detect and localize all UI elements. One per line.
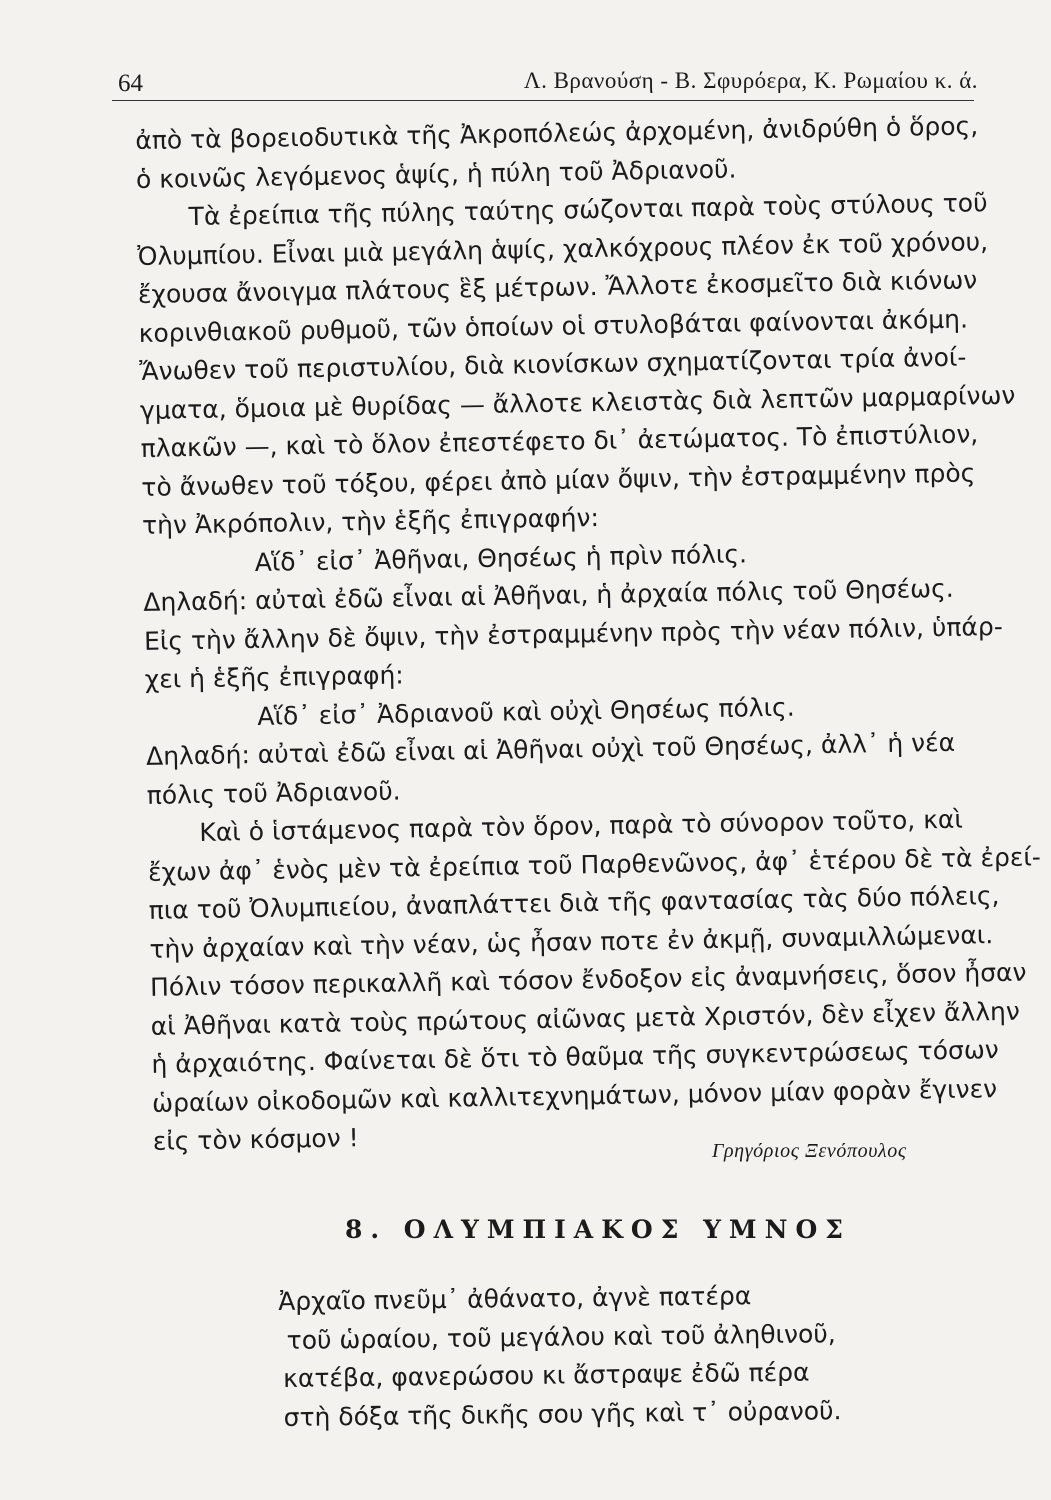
poem-line: στὴ δόξα τῆς δικῆς σου γῆς καὶ τ᾽ οὐρανοῦ.	[283, 1395, 842, 1432]
text-line: ὁ κοινῶς λεγόμενος ἁψίς, ἡ πύλη τοῦ Ἀδριανοῦ.	[135, 154, 737, 194]
text-line: χει ἡ ἑξῆς ἐπιγραφή:	[144, 660, 404, 694]
text-line: πλακῶν —, καὶ τὸ ὅλον ἐπεστέφετο δι᾽ ἀετώματος. Τὸ ἐπιστύλιον,	[140, 419, 979, 463]
header-rule	[112, 100, 974, 101]
text-line: Εἰς τὴν ἄλλην δὲ ὄψιν, τὴν ἐστραμμένην πρὸς τὴν νέαν πόλιν, ὑπάρ-	[143, 611, 1004, 656]
page-number: 64	[118, 70, 143, 97]
poem-line: τοῦ ὡραίου, τοῦ μεγάλου καὶ τοῦ ἀληθινοῦ,	[286, 1318, 836, 1355]
text-line: πια τοῦ Ὀλυμπιείου, ἀναπλάττει διὰ τῆς φαντασίας τὰς δύο πόλεις,	[148, 881, 1000, 925]
paragraph-1	[135, 107, 981, 199]
poem	[278, 1275, 920, 1437]
text-line: ἡ ἀρχαιότης. Φαίνεται δὲ ὅτι τὸ θαῦμα τῆς συγκεντρώσεως τόσων	[151, 1035, 999, 1079]
text-line: εἰς τὸν κόσμον !	[152, 1123, 359, 1156]
body-text	[135, 107, 1042, 1161]
poem-line: κατέβα, φανερώσου κι ἄστραψε ἐδῶ πέρα	[282, 1357, 810, 1393]
text-line: τὴν ἀρχαίαν καὶ τὴν νέαν, ὡς ἦσαν ποτε ἐν ἀκμῇ, συναμιλλώμεναι.	[149, 919, 994, 964]
page-header	[118, 52, 978, 97]
paragraph-3	[143, 569, 1004, 699]
paragraph-2	[136, 184, 1016, 545]
text-line: αἱ Ἀθῆναι κατὰ τοὺς πρώτους αἰῶνας μετὰ Χριστόν, δὲν εἶχεν ἄλλην	[150, 996, 1021, 1041]
text-line: πόλις τοῦ Ἀδριανοῦ.	[146, 775, 401, 810]
text-line: Καὶ ὁ ἱστάμενος παρὰ τὸν ὅρον, παρὰ τὸ σύνορον τοῦτο, καὶ	[199, 804, 964, 847]
paragraph-4	[146, 723, 992, 815]
text-line: ἔχων ἀφ᾽ ἑνὸς μὲν τὰ ἐρείπια τοῦ Παρθενῶνος, ἀφ᾽ ἑτέρου δὲ τὰ ἐρεί-	[147, 841, 1042, 887]
author-signature: Γρηγόριος Ξενόπουλος	[712, 1140, 907, 1162]
text-line: Πόλιν τόσον περικαλλῆ καὶ τόσον ἔνδοξον εἰς ἀναμνήσεις, ὅσον ἦσαν	[149, 957, 1027, 1002]
poem-line: Ἀρχαῖο πνεῦμ᾽ ἀθάνατο, ἀγνὲ πατέρα	[278, 1281, 752, 1316]
text-line: Ἄνωθεν τοῦ περιστυλίου, διὰ κιονίσκων σχηματίζονται τρία ἀνοί-	[139, 342, 967, 386]
text-line: Δηλαδή: αὐταὶ ἐδῶ εἶναι αἱ Ἀθῆναι οὐχὶ τοῦ Θησέως, ἀλλ᾽ ἡ νέα	[145, 727, 956, 771]
text-line: Δηλαδή: αὐταὶ ἐδῶ εἶναι αἱ Ἀθῆναι, ἡ ἀρχαία πόλις τοῦ Θησέως.	[143, 573, 954, 617]
text-line: Ὀλυμπίου. Εἶναι μιὰ μεγάλη ἁψίς, χαλκόχρους πλέον ἐκ τοῦ χρόνου,	[137, 226, 989, 271]
text-line: ἔχουσα ἄνοιγμα πλάτους ἓξ μέτρων. Ἄλλοτε ἐκοσμεῖτο διὰ κιόνων	[137, 265, 978, 309]
running-head: Λ. Βρανούση - Β. Σφυρόερα, Κ. Ρωμαίου κ. ά.	[523, 68, 978, 93]
text-line: Τὰ ἐρείπια τῆς πύλης ταύτης σώζονται παρὰ τοὺς στύλους τοῦ	[188, 188, 988, 232]
text-line: ἀπὸ τὰ βορειοδυτικὰ τῆς Ἀκροπόλεώς ἀρχομένη, ἀνιδρύθη ὁ ὅρος,	[135, 111, 979, 155]
section-title: 8. ΟΛΥΜΠΙΑΚΟΣ ΥΜΝΟΣ	[345, 1215, 851, 1244]
text-line: ὡραίων οἰκοδομῶν καὶ καλλιτεχνημάτων, μόνον μίαν φορὰν ἔγινεν	[151, 1073, 998, 1118]
text-line: κορινθιακοῦ ρυθμοῦ, τῶν ὁποίων οἱ στυλοβάται φαίνονται ἀκόμη.	[138, 303, 969, 348]
text-line: τὸ ἄνωθεν τοῦ τόξου, φέρει ἀπὸ μίαν ὄψιν, τὴν ἐστραμμένην πρὸς	[141, 457, 976, 502]
text-line: γματα, ὅμοια μὲ θυρίδας — ἄλλοτε κλειστὰς διὰ λεπτῶν μαρμαρίνων	[139, 380, 1016, 425]
inscription-line: Αἵδ᾽ εἰσ᾽ Ἀθῆναι, Θησέως ἡ πρὶν πόλις.	[254, 538, 748, 577]
paragraph-5	[147, 800, 1042, 1161]
inscription-line: Αἵδ᾽ εἰσ᾽ Ἀδριανοῦ καὶ οὐχὶ Θησέως πόλις.	[257, 692, 795, 731]
text-line: τὴν Ἀκρόπολιν, τὴν ἑξῆς ἐπιγραφήν:	[141, 502, 600, 540]
